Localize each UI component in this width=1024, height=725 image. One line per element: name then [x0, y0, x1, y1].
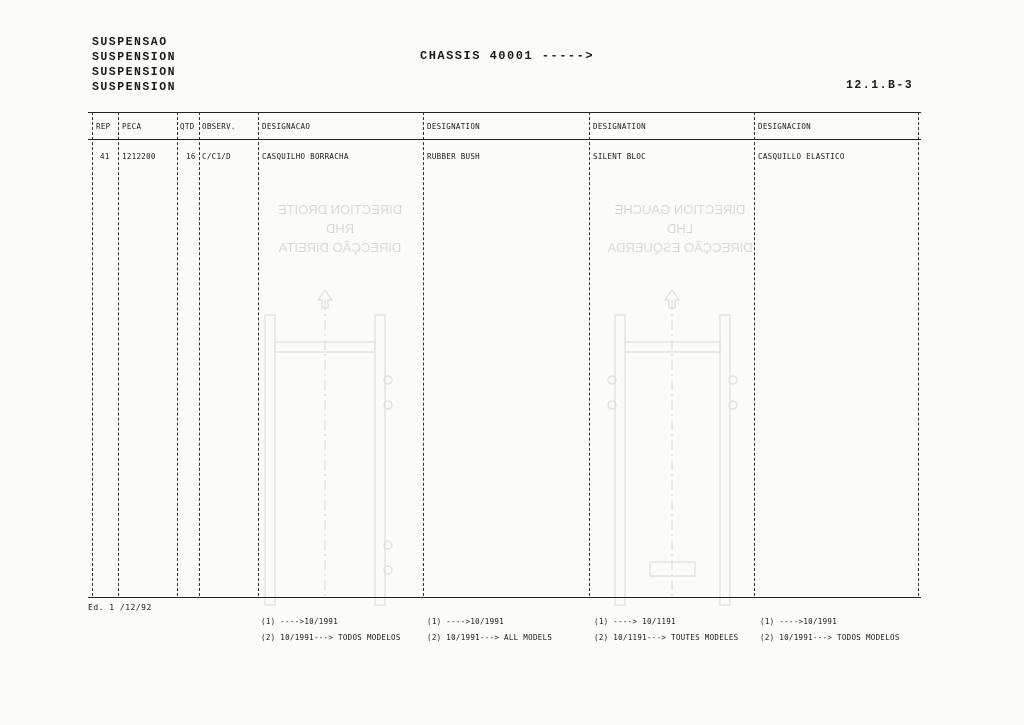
cell-peca: 1212200 [122, 152, 156, 161]
note-pt-2: (2) 10/1991---> TODOS MODELOS [261, 633, 401, 642]
col-divider [258, 112, 259, 596]
col-divider [118, 112, 119, 596]
watermark-right: DIRECTION GAUCHE LHD DIRECÇÃO ESQUERDA [607, 202, 753, 255]
cell-observ: C/C1/D [202, 152, 231, 161]
col-divider [92, 112, 93, 596]
col-divider [423, 112, 424, 596]
col-divider [589, 112, 590, 596]
col-header-designacao: DESIGNACAO [262, 122, 311, 131]
note-fr-2: (2) 10/1191---> TOUTES MODELES [594, 633, 739, 642]
note-pt-1: (1) ---->10/1991 [261, 617, 339, 626]
note-fr-1: (1) ----> 10/1191 [594, 617, 676, 626]
parts-table [88, 112, 921, 598]
table-header-divider [88, 139, 921, 140]
cell-designation-en: RUBBER BUSH [427, 152, 480, 161]
watermark-left: DIRECTION DROITE RHD DIRECÇÃO DIREITA [277, 202, 403, 255]
col-divider [754, 112, 755, 596]
cell-designacion: CASQUILLO ELASTICO [758, 152, 845, 161]
col-header-observ: OBSERV. [202, 122, 236, 131]
note-en-2: (2) 10/1991---> ALL MODELS [427, 633, 553, 642]
section-title-es: SUSPENSION [92, 81, 177, 94]
col-divider [918, 112, 919, 596]
cell-qtd: 16 [186, 152, 196, 161]
edition-date: Ed. 1 /12/92 [88, 603, 152, 612]
cell-designation-fr: SILENT BLOC [593, 152, 646, 161]
col-header-designation-fr: DESIGNATION [593, 122, 646, 131]
col-header-designation-en: DESIGNATION [427, 122, 480, 131]
col-header-peca: PECA [122, 122, 142, 131]
chassis-range: CHASSIS 40001 -----> [420, 49, 595, 63]
cell-rep: 41 [100, 152, 110, 161]
section-title-pt: SUSPENSAO [92, 36, 168, 49]
col-header-qtd: QTD [180, 122, 195, 131]
col-divider [177, 112, 178, 596]
section-title-fr: SUSPENSION [92, 66, 177, 79]
section-title-en: SUSPENSION [92, 51, 177, 64]
col-divider [199, 112, 200, 596]
section-titles [92, 35, 176, 95]
note-es-2: (2) 10/1991---> TODOS MODELOS [760, 633, 900, 642]
cell-designacao: CASQUILHO BORRACHA [262, 152, 349, 161]
note-en-1: (1) ---->10/1991 [427, 617, 505, 626]
col-header-rep: REP [96, 122, 111, 131]
page-reference: 12.1.B-3 [846, 79, 914, 92]
col-header-designacion: DESIGNACION [758, 122, 811, 131]
note-es-1: (1) ---->10/1991 [760, 617, 838, 626]
